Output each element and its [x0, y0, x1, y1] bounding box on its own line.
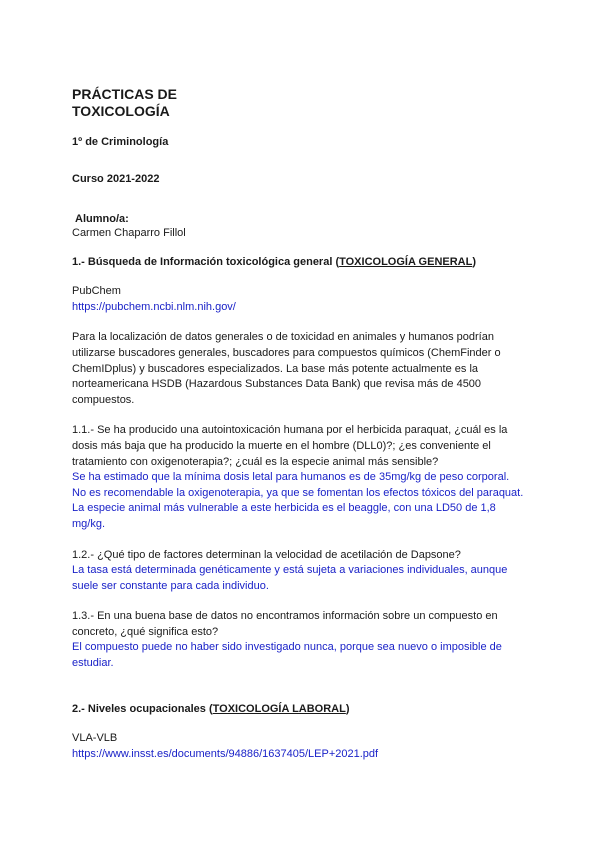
answer-line: mg/kg. — [72, 517, 106, 530]
question-line: 1.3.- En una buena base de datos no encontramos información sobre un compuesto en — [72, 610, 498, 623]
document-page — [72, 86, 542, 762]
student-label: Alumno/a: — [75, 213, 129, 225]
question-1-3 — [72, 609, 542, 671]
question-line: 1.1.- Se ha producido una autointoxicación humana por el herbicida paraquat, ¿cuál es la — [72, 424, 508, 437]
pubchem-link[interactable]: https://pubchem.ncbi.nlm.nih.gov/ — [72, 300, 236, 313]
section2-source-name: VLA-VLB — [72, 732, 118, 745]
intro-line: norteamericana HSDB (Hazardous Substances Data Bank) que revisa más de 4500 — [72, 378, 482, 391]
section1-heading — [72, 255, 542, 271]
question-line: concreto, ¿qué significa esto? — [72, 625, 219, 638]
student-name: Carmen Chaparro Fillol — [72, 227, 186, 239]
course-year: Curso 2021-2022 — [72, 173, 160, 185]
answer-line: La tasa está determinada genéticamente y está sujeta a variaciones individuales, aunque — [72, 564, 508, 577]
insst-link[interactable]: https://www.insst.es/documents/94886/1637405/LEP+2021.pdf — [72, 747, 379, 760]
question-line: dosis más baja que ha producido la muerte en el hombre (DLL0)?; ¿es conveniente el — [72, 439, 491, 452]
title-line-2: TOXICOLOGÍA — [72, 103, 170, 119]
answer-line: El compuesto puede no haber sido investigado nunca, porque sea nuevo o imposible de — [72, 641, 502, 654]
answer-line: La especie animal más vulnerable a este herbicida es el beaggle, con una LD50 de 1,8 — [72, 502, 496, 515]
section1-heading-underlined: TOXICOLOGÍA GENERAL — [339, 255, 473, 268]
question-line: 1.2.- ¿Qué tipo de factores determinan la velocidad de acetilación de Dapsone? — [72, 548, 461, 561]
section1-source-name: PubChem — [72, 285, 121, 298]
question-1-2 — [72, 548, 542, 595]
answer-line: estudiar. — [72, 657, 114, 670]
intro-line: utilizarse buscadores generales, buscadores para compuestos químicos (ChemFinder o — [72, 346, 501, 359]
course-level: 1º de Criminología — [72, 136, 169, 148]
question-1-1 — [72, 423, 542, 532]
section2-heading-suffix: ) — [345, 702, 350, 715]
intro-line: Para la localización de datos generales o de toxicidad en animales y humanos podrían — [72, 331, 494, 344]
section1-heading-prefix: 1.- Búsqueda de Información toxicológica general ( — [72, 255, 340, 268]
section2-heading-prefix: 2.- Niveles ocupacionales ( — [72, 702, 213, 715]
answer-line: No es recomendable la oxigenoterapia, ya que se fomentan los efectos tóxicos del paraquat. — [72, 486, 524, 499]
section2-heading — [72, 702, 542, 718]
section2-heading-underlined: TOXICOLOGÍA LABORAL — [212, 702, 346, 715]
title-line-1: PRÁCTICAS DE — [72, 86, 178, 102]
section1-intro — [72, 330, 542, 408]
section1-heading-suffix: ) — [472, 255, 477, 268]
answer-line: Se ha estimado que la mínima dosis letal para humanos es de 35mg/kg de peso corporal. — [72, 471, 510, 484]
intro-line: ChemIDplus) y buscadores especializados. La base más potente actualmente es la — [72, 362, 479, 375]
question-line: tratamiento con oxigenoterapia?; ¿cuál es la especie animal más sensible? — [72, 455, 439, 468]
answer-line: suele ser constante para cada individuo. — [72, 579, 269, 592]
intro-line: compuestos. — [72, 393, 135, 406]
